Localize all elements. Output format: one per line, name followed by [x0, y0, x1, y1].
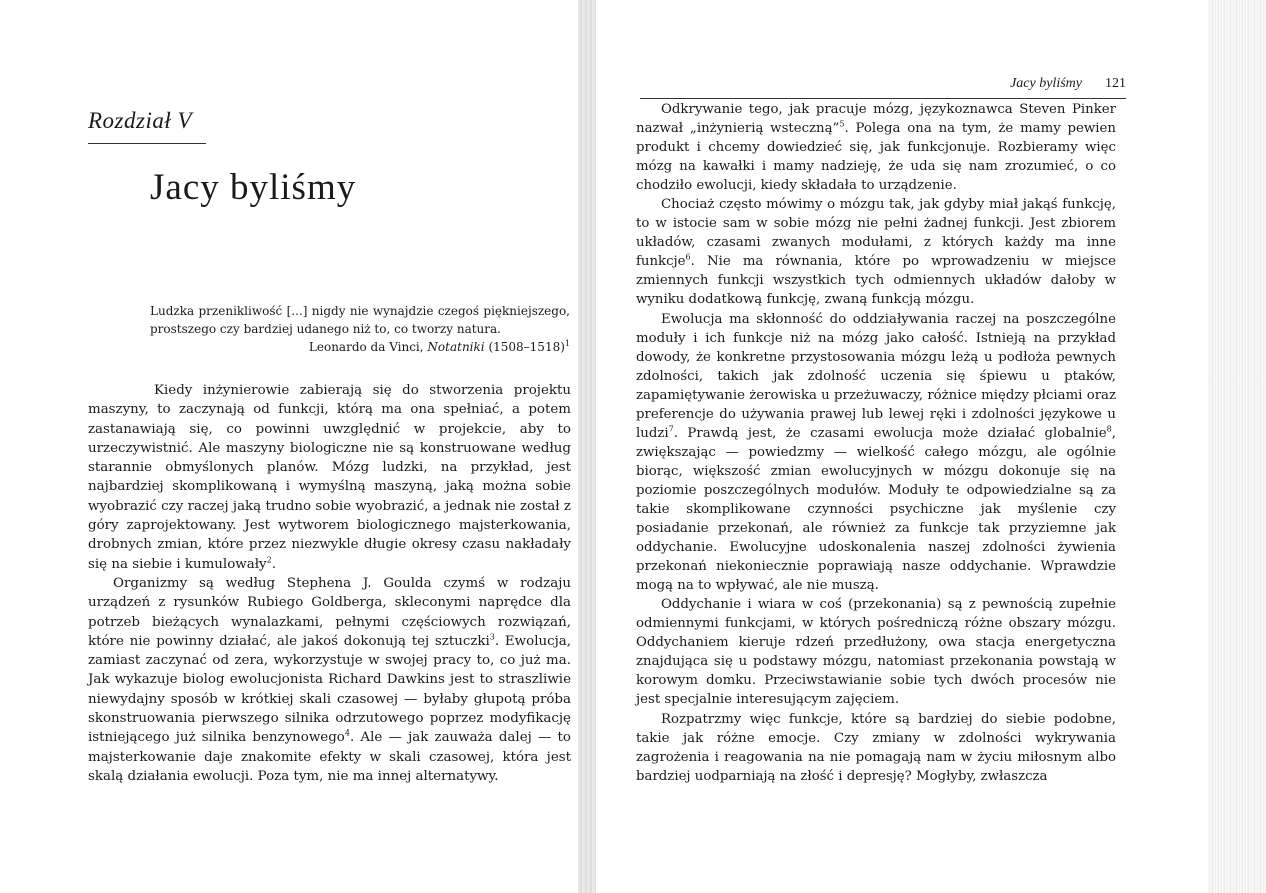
text-run: . Prawdą jest, że czasami ewolucja może działać globalnie — [673, 425, 1107, 441]
text-run: . Ale — jak zauważa dalej — to majsterkowanie daje znakomite efekty w skali czasowej, która jest skalą działania ewolucji. Poza tym, nie ma innej alternatywy. — [88, 730, 571, 784]
paragraph — [636, 595, 1116, 709]
page-number: 121 — [1105, 76, 1126, 91]
footnote-ref: 5 — [839, 119, 845, 129]
chapter-rule — [88, 143, 206, 144]
text-run: Organizmy są według Stephena J. Goulda czymś w rodzaju urządzeń z rysunków Rubiego Goldberga, skleconymi naprędce dla potrzeb bieżących wynalazkami, pełnymi częściowych rozwiązań, które nie powinny działać, ale jakoś dokonują tej sztuczki — [88, 575, 571, 649]
paragraph — [636, 310, 1116, 596]
chapter-label: Rozdział V — [88, 108, 193, 133]
footnote-ref: 2 — [266, 555, 272, 565]
paragraph — [636, 195, 1116, 309]
text-run: , zwiększając — powiedzmy — wielkość całego mózgu, ale ogólnie biorąc, większość zmian ewolucyjnych w mózgu dokonuje się na poziomie poszczególnych modułów. Moduły te odpowiedzialne są za takie skomplikowane czynności psychiczne jak myślenie czy posiadanie przekonań, ale również za funkcje tak przyziemne jak oddychanie. Ewolucyjne udoskonalenia naszej zdolności żywienia przekonań niekoniecznie poprawiają nasze oddychanie. Wprawdzie mogą na to wpływać, ale nie muszą. — [636, 425, 1116, 594]
footnote-ref: 7 — [668, 424, 674, 434]
footnote-ref: 3 — [489, 632, 495, 642]
text-run: . Polega ona na tym, że mamy pewien produkt i chcemy dowiedzieć się, jak funkcjonuje. Rozbieramy więc mózg na kawałki i mamy nadzieję, że uda się nam zrozumieć, o co chodziło ewolucji, kiedy składała to urządzenie. — [636, 121, 1116, 194]
paragraph — [636, 100, 1116, 195]
text-run: Rozpatrzmy więc funkcje, które są bardziej do siebie podobne, takie jak różne emocje. Czy zmiany w zdolności wykrywania zagrożenia i reagowania na nie pomagają nam w życiu miłosnym albo bardziej uodparniają na złość i depresję? Mogłyby, zwłaszcza — [636, 711, 1116, 784]
text-run: . — [271, 556, 276, 572]
epigraph-citation — [150, 338, 570, 356]
right-body-text — [636, 100, 1116, 786]
text-run: Chociaż często mówimy o mózgu tak, jak gdyby miał jakąś funkcję, to w istocie sam w sobie mózg nie pełni żadnej funkcji. Jest zbiorem układów, czasami zwanych modułami, z których każdy ma inne funkcje — [636, 197, 1116, 270]
epigraph-work: Notatniki — [427, 340, 485, 354]
epigraph-years: (1508–1518) — [488, 340, 565, 354]
page-edge — [1208, 0, 1266, 893]
epigraph — [150, 302, 570, 356]
epigraph-quote: Ludzka przenikliwość [...] nigdy nie wynajdzie czegoś piękniejszego, prostszego czy bardziej udanego niż to, co tworzy natura. — [150, 304, 570, 336]
right-body — [636, 100, 1116, 786]
left-body-text — [88, 381, 571, 786]
paragraph — [88, 574, 571, 786]
text-run: . Ewolucja, zamiast zaczynać od zera, wykorzystuje w swojej pracy to, co już ma. Jak wykazuje biolog ewolucjonista Richard Dawkins jest to straszliwie niewydajny sposób w krótkiej skali czasowej — byłaby głupotą próba skonstruowania pierwszego silnika odrzutowego poprzez modyfikację istniejącego już silnika benzynowego — [88, 633, 571, 746]
paragraph — [88, 381, 571, 574]
footnote-ref: 8 — [1106, 424, 1112, 434]
footnote-ref: 1 — [564, 339, 570, 348]
chapter-title: Jacy byliśmy — [150, 167, 357, 208]
footnote-ref: 6 — [685, 252, 691, 262]
text-run: Kiedy inżynierowie zabierają się do stworzenia projektu maszyny, to zaczynają od funkcji, którą ma ona spełniać, a potem zastanawiają się, co powinni uwzględnić w projekcie, aby to urzeczywistnić. Ale maszyny biologiczne nie są konstruowane według starannie obmyślonych planów. Mózg ludzki, na przykład, jest najbardziej skomplikowaną i wymyślną maszyną, jaką można sobie wyobrazić czy raczej jaką trudno sobie wyobrazić, a jednak nie został z góry zaprojektowany. Jest wytworem biologicznego majsterkowania, drobnych zmian, które przez niezwykle długie okresy czasu nakładały się na siebie i kumulowały — [88, 383, 571, 572]
footnote-ref: 4 — [344, 728, 350, 738]
text-run: . Nie ma równania, które po wprowadzeniu w miejsce zmiennych funkcji wszystkich tych odmiennych układów dałoby w wyniku dodatkową funkcję, zwaną funkcją mózgu. — [636, 254, 1116, 308]
running-head-title: Jacy byliśmy — [1010, 76, 1082, 91]
left-page — [0, 0, 590, 893]
epigraph-author: Leonardo da Vinci, — [308, 340, 424, 354]
text-run: Odkrywanie tego, jak pracuje mózg, językoznawca Steven Pinker nazwał „inżynierią wsteczną” — [636, 102, 1116, 137]
running-head — [640, 76, 1126, 99]
text-run: Oddychanie i wiara w coś (przekonania) są z pewnością zupełnie odmiennymi funkcjami, w których pośredniczą różne obszary mózgu. Oddychaniem kieruje rdzeń przedłużony, owa stacja energetyczna znajdująca się u podstawy mózgu, natomiast przekonania powstają w korowym domku. Przeciwstawianie sobie tych dwóch procesów nie jest specjalnie interesującym zajęciem. — [636, 597, 1116, 708]
paragraph — [636, 710, 1116, 786]
text-run: Ewolucja ma skłonność do oddziaływania raczej na poszczególne moduły i ich funkcje niż na mózg jako całość. Istnieją na przykład dowody, że konkretne przystosowania mózgu leżą u podłoża pewnych zdolności, takich jak zdolność uczenia się śpiewu u ptaków, zapamiętywanie żerowiska u przeżuwaczy, różnice między płciami oraz preferencje do używania prawej lub lewej ręki i zdolności językowe u ludzi — [636, 311, 1116, 441]
